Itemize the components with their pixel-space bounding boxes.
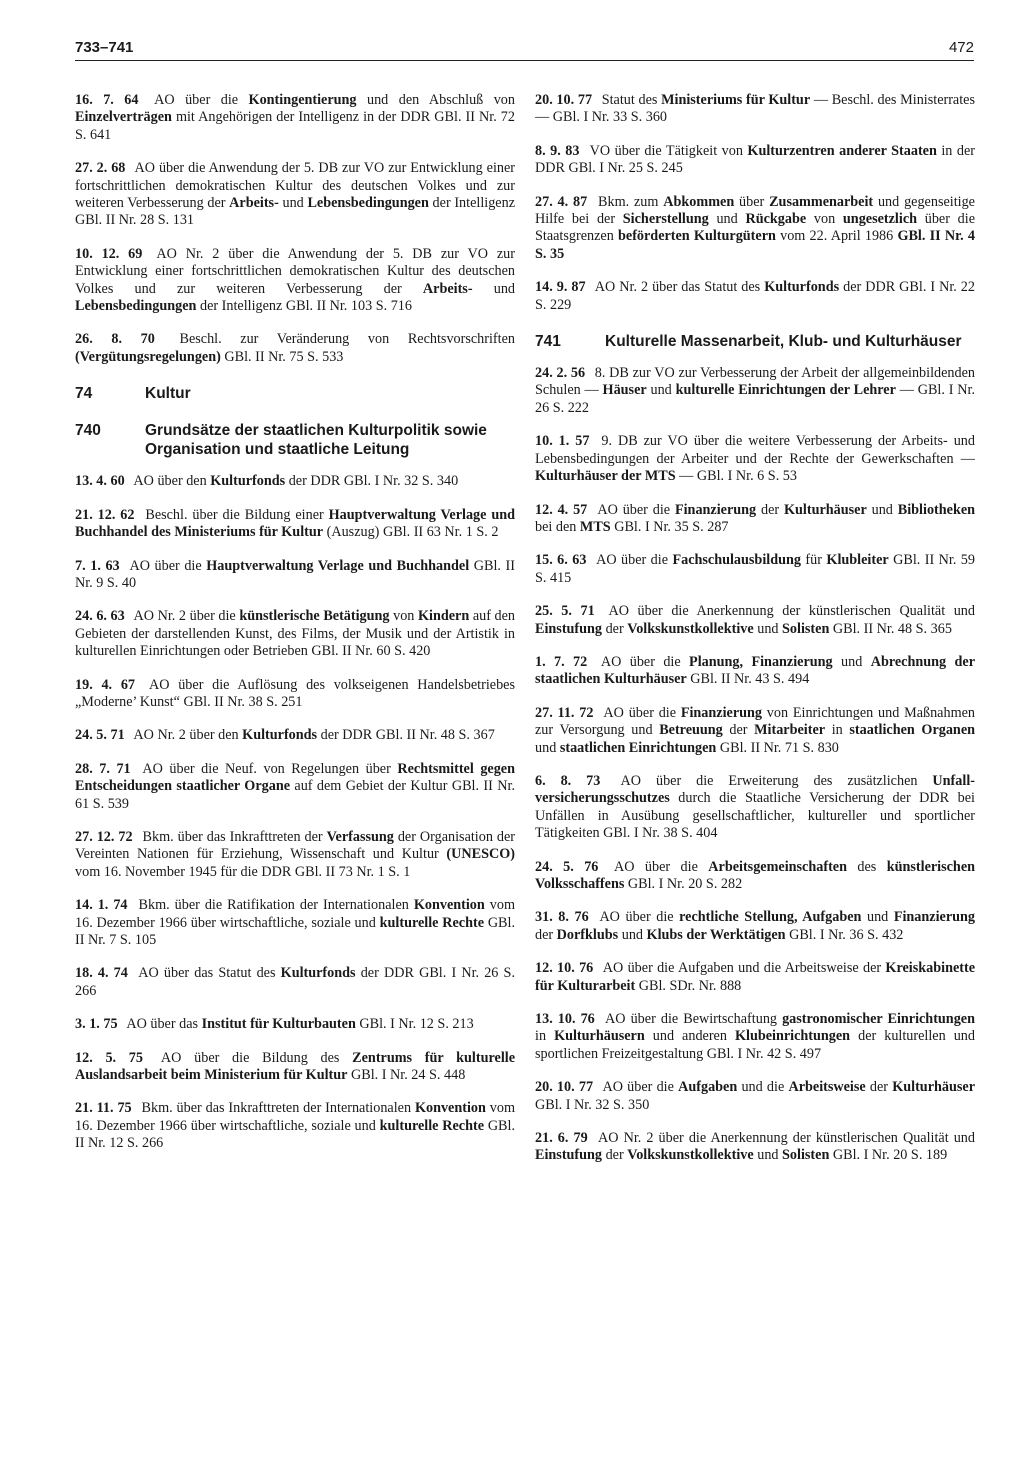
entry-text: der bbox=[602, 1147, 628, 1164]
entry-text: in bbox=[825, 722, 850, 739]
law-entry bbox=[535, 654, 975, 689]
entry-date: 14. 1. 74 bbox=[75, 897, 128, 914]
entry-text: der kulturellen und sportlichen Freizeitgestaltung GBl. I Nr. 42 S. 497 bbox=[535, 1028, 975, 1062]
entry-text: AO über die bbox=[125, 557, 207, 574]
entry-date: 16. 7. 64 bbox=[75, 92, 139, 108]
section-number: 74 bbox=[75, 385, 93, 403]
section-heading bbox=[535, 332, 975, 351]
entry-date: 24. 2. 56 bbox=[535, 365, 586, 382]
entry-text: AO über die bbox=[594, 909, 680, 926]
entry-text: der bbox=[535, 926, 557, 943]
entry-text: GBl. II Nr. 43 S. 494 bbox=[686, 671, 810, 688]
section-heading bbox=[75, 384, 515, 403]
law-entry bbox=[535, 909, 975, 944]
bold-keyword: kulturelle Einrichtungen der Lehrer bbox=[675, 382, 896, 399]
law-entry bbox=[75, 473, 515, 490]
entry-text: in bbox=[535, 1028, 555, 1045]
bold-keyword: Abrechnung der staatlichen Kulturhäuser bbox=[535, 653, 976, 688]
entry-text: von bbox=[806, 211, 843, 228]
bold-keyword: (Vergütungsregelungen) bbox=[75, 348, 221, 365]
left-column bbox=[75, 92, 515, 1169]
bold-keyword: MTS bbox=[579, 518, 611, 535]
bold-keyword: Volkskunstkollektive bbox=[627, 1147, 754, 1164]
entry-text: VO über die Tätigkeit von bbox=[585, 142, 748, 159]
entry-date: 12. 5. 75 bbox=[75, 1049, 143, 1066]
entry-text: GBl. I Nr. 20 S. 189 bbox=[829, 1147, 948, 1164]
bold-keyword: Klubs der Werktätigen bbox=[646, 926, 786, 943]
bold-keyword: Arbeitsgemeinschaften bbox=[708, 858, 847, 875]
bold-keyword: künstlerische Betätigung bbox=[239, 608, 390, 625]
bold-keyword: Einstufung bbox=[535, 620, 603, 637]
entry-text: der bbox=[865, 1079, 893, 1096]
entry-text: der DDR GBl. II Nr. 48 S. 367 bbox=[317, 727, 495, 744]
entry-text: Bkm. zum bbox=[593, 193, 664, 210]
bold-keyword: Kreiskabinette für Kulturarbeit bbox=[535, 960, 976, 994]
entry-text: Bkm. über das Inkrafttreten der Internationalen bbox=[137, 1100, 415, 1117]
entry-text: 8. DB zur VO zur Verbesserung der Arbeit der allgemeinbildenden Schulen — bbox=[535, 365, 975, 399]
entry-text: GBl. II Nr. 12 S. 266 bbox=[75, 1117, 516, 1152]
entry-text: AO über das Statut des bbox=[133, 965, 281, 982]
entry-date: 18. 4. 74 bbox=[75, 965, 128, 982]
bold-keyword: Institut für Kulturbauten bbox=[201, 1016, 356, 1033]
bold-keyword: Finanzierung bbox=[680, 704, 763, 721]
bold-keyword: Klubeinrichtungen bbox=[734, 1028, 851, 1045]
bold-keyword: Finanzierung bbox=[893, 909, 976, 926]
entry-date: 21. 11. 75 bbox=[75, 1100, 132, 1117]
entry-date: 25. 5. 71 bbox=[535, 603, 595, 620]
entry-text: Beschl. zur Veränderung von Rechtsvorschriften bbox=[160, 331, 515, 348]
entry-date: 3. 1. 75 bbox=[75, 1016, 118, 1033]
entry-text: über die Staatsgrenzen bbox=[535, 211, 976, 245]
entry-text: AO Nr. 2 über die bbox=[130, 608, 240, 625]
entry-text: von bbox=[389, 608, 418, 625]
entry-text: und bbox=[618, 926, 647, 943]
bold-keyword: Zusammenarbeit bbox=[769, 193, 874, 210]
law-entry bbox=[535, 502, 975, 537]
entry-text: mit Angehörigen der Intelligenz in der DDR GBl. II Nr. 72 S. 641 bbox=[75, 109, 515, 143]
law-entry bbox=[535, 194, 975, 264]
entry-text: der Intelligenz GBl. II Nr. 103 S. 716 bbox=[196, 298, 412, 315]
entry-date: 12. 10. 76 bbox=[535, 960, 594, 977]
entry-text: und bbox=[753, 620, 783, 637]
law-entry bbox=[75, 92, 515, 144]
entry-text: vom 16. November 1945 für die DDR GBl. II 73 Nr. 1 S. 1 bbox=[75, 863, 411, 880]
bold-keyword: Einstufung bbox=[535, 1147, 603, 1164]
entry-text: GBl. II Nr. 59 S. 415 bbox=[535, 552, 975, 586]
entry-text: GBl. II Nr. 71 S. 830 bbox=[716, 739, 839, 756]
bold-keyword: Lebensbedingungen bbox=[75, 298, 197, 315]
entry-text: und bbox=[278, 195, 308, 212]
entry-text: und gegenseitige Hilfe bei der bbox=[535, 193, 975, 228]
entry-date: 27. 4. 87 bbox=[535, 193, 588, 210]
bold-keyword: Einzelverträgen bbox=[75, 109, 172, 126]
bold-keyword: Finanzierung bbox=[674, 501, 757, 518]
bold-keyword: Solisten bbox=[782, 1147, 830, 1164]
entry-text: vom 22. April 1986 bbox=[775, 228, 898, 245]
entry-text: GBl. SDr. Nr. 888 bbox=[635, 977, 742, 994]
bold-keyword: Arbeitsweise bbox=[788, 1079, 866, 1096]
entry-text: AO über die Bewirtschaftung bbox=[600, 1011, 783, 1028]
entry-text: durch die Staatliche Versicherung der DDR bei Unfällen in Ausübung gesellschaftlicher, kultureller und sportlicher Tätigkeiten GBl. I Nr. 38 S. 404 bbox=[535, 790, 975, 842]
bold-keyword: GBl. II Nr. 4 S. 35 bbox=[535, 228, 975, 262]
bold-keyword: Rechtsmittel gegen Entscheidungen staatlicher Organe bbox=[75, 760, 515, 795]
entry-text: Statut des bbox=[598, 92, 662, 108]
entry-date: 21. 6. 79 bbox=[535, 1130, 588, 1147]
bold-keyword: Arbeits- bbox=[422, 280, 473, 297]
bold-keyword: rechtliche Stellung, Aufgaben bbox=[679, 909, 862, 926]
entry-text: AO über die Auflösung des volkseigenen Handelsbetriebes „Moderne’ Kunst“ GBl. II Nr. 38 S. 251 bbox=[75, 676, 515, 710]
entry-text: GBl. II Nr. 75 S. 533 bbox=[220, 348, 344, 365]
law-entry bbox=[535, 279, 975, 314]
entry-date: 31. 8. 76 bbox=[535, 909, 589, 926]
law-entry bbox=[535, 773, 975, 843]
law-entry bbox=[75, 761, 515, 813]
entry-text: AO über den bbox=[130, 473, 211, 490]
entry-text: der Intelligenz GBl. II Nr. 28 S. 131 bbox=[75, 195, 515, 229]
entry-text: GBl. I Nr. 12 S. 213 bbox=[355, 1016, 474, 1033]
entry-text: AO über die bbox=[593, 653, 690, 670]
entry-text: bei den bbox=[535, 518, 580, 535]
entry-date: 20. 10. 77 bbox=[535, 1079, 594, 1096]
page-number: 472 bbox=[948, 39, 974, 56]
entry-text: AO über die bbox=[144, 92, 249, 108]
entry-text: und die bbox=[737, 1079, 789, 1096]
entry-text: AO über die Anerkennung der künstlerischen Qualität und bbox=[600, 603, 975, 620]
law-entry bbox=[535, 603, 975, 638]
section-number: 741 bbox=[535, 333, 561, 351]
entry-text: Bkm. über die Ratifikation der Internationalen bbox=[133, 897, 414, 914]
entry-date: 26. 8. 70 bbox=[75, 331, 155, 348]
law-entry bbox=[535, 960, 975, 995]
entry-text: AO über die Erweiterung des zusätzlichen bbox=[606, 772, 933, 789]
law-entry bbox=[75, 1016, 515, 1033]
entry-text: — Beschl. des Ministerrates — GBl. I Nr. 33 S. 360 bbox=[535, 92, 975, 126]
entry-date: 21. 12. 62 bbox=[75, 506, 135, 523]
law-entry bbox=[75, 558, 515, 593]
entry-text: AO über die bbox=[593, 501, 675, 518]
law-entry bbox=[75, 608, 515, 660]
law-entry bbox=[75, 160, 515, 230]
entry-text: der bbox=[722, 722, 755, 739]
bold-keyword: Kulturfonds bbox=[280, 965, 356, 982]
entry-text: auf dem Gebiet der Kultur GBl. II Nr. 61 S. 539 bbox=[75, 778, 515, 812]
bold-keyword: Konvention bbox=[414, 1100, 486, 1117]
entry-text: AO über die Aufgaben und die Arbeitsweise der bbox=[599, 960, 886, 977]
law-entry bbox=[535, 552, 975, 587]
entry-date: 24. 5. 71 bbox=[75, 727, 125, 744]
entry-text: in der DDR GBl. I Nr. 25 S. 245 bbox=[535, 142, 976, 177]
entry-text: AO über die Bildung des bbox=[149, 1049, 353, 1066]
entry-text: und bbox=[866, 501, 898, 518]
entry-text: AO Nr. 2 über den bbox=[130, 727, 243, 744]
bold-keyword: Solisten bbox=[782, 620, 830, 637]
law-entry bbox=[75, 507, 515, 542]
entry-text: — GBl. I Nr. 26 S. 222 bbox=[535, 382, 975, 416]
law-entry bbox=[535, 859, 975, 894]
header-rule bbox=[75, 60, 974, 61]
entry-text: der DDR GBl. I Nr. 32 S. 340 bbox=[285, 473, 459, 490]
law-entry bbox=[75, 331, 515, 366]
entry-text: und bbox=[535, 739, 560, 756]
entry-text: AO Nr. 2 über das Statut des bbox=[591, 279, 765, 296]
law-entry bbox=[75, 829, 515, 881]
law-entry bbox=[75, 897, 515, 949]
entry-text: GBl. I Nr. 36 S. 432 bbox=[785, 926, 904, 943]
entry-text: über bbox=[734, 193, 770, 210]
bold-keyword: Bibliotheken bbox=[897, 501, 976, 518]
bold-keyword: Klubleiter bbox=[826, 552, 889, 569]
entry-text: 9. DB zur VO über die weitere Verbesserung der Arbeits- und Lebensbedingungen der Arbeiter und der Rechte der Gewerkschaften — bbox=[535, 433, 975, 467]
entry-text: GBl. I Nr. 20 S. 282 bbox=[624, 876, 743, 892]
bold-keyword: Hauptverwaltung Verlage und Buchhandel des Ministeriums für Kultur bbox=[75, 506, 515, 541]
bold-keyword: Kulturhäuser bbox=[892, 1079, 975, 1096]
entry-date: 24. 6. 63 bbox=[75, 608, 125, 625]
bold-keyword: Volkskunstkollektive bbox=[627, 620, 754, 637]
law-entry bbox=[75, 1100, 515, 1152]
entry-text: AO über die bbox=[592, 552, 673, 569]
section-number: 740 bbox=[75, 422, 101, 440]
bold-keyword: Ministeriums für Kultur bbox=[661, 92, 811, 108]
entry-text: für bbox=[800, 552, 827, 569]
bold-keyword: Fachschulausbildung bbox=[672, 552, 801, 569]
bold-keyword: Kontingentierung bbox=[248, 92, 357, 108]
bold-keyword: Häuser bbox=[602, 382, 647, 399]
entry-date: 13. 10. 76 bbox=[535, 1011, 595, 1028]
entry-text: und anderen bbox=[644, 1028, 735, 1045]
entry-date: 24. 5. 76 bbox=[535, 858, 599, 875]
bold-keyword: beförderten Kulturgütern bbox=[618, 228, 776, 245]
law-entry bbox=[75, 246, 515, 316]
entry-text: und bbox=[472, 280, 516, 297]
bold-keyword: Kulturfonds bbox=[242, 727, 318, 744]
bold-keyword: Rückgabe bbox=[745, 211, 807, 228]
entry-text: der Organisation der Vereinten Nationen für Erziehung, Wissenschaft und Kultur bbox=[75, 828, 516, 863]
entry-date: 8. 9. 83 bbox=[535, 142, 580, 159]
entry-text: GBl. II Nr. 7 S. 105 bbox=[75, 914, 516, 948]
law-entry bbox=[535, 1011, 975, 1063]
bold-keyword: Kulturfonds bbox=[764, 279, 840, 296]
entry-date: 10. 12. 69 bbox=[75, 245, 143, 262]
right-column bbox=[535, 92, 975, 1181]
bold-keyword: Unfallversicherungsschutzes bbox=[535, 772, 975, 807]
entry-text: AO über die bbox=[604, 858, 709, 875]
entry-text: und bbox=[708, 211, 746, 228]
bold-keyword: Planung, Finanzierung bbox=[689, 653, 833, 670]
entry-text: AO Nr. 2 über die Anwendung der 5. DB zur VO zur Entwicklung einer fortschrittlichen demokratischen Kultur des deutschen Volkes und zur weiteren Verbesserung der bbox=[75, 245, 516, 297]
law-entry bbox=[535, 365, 975, 417]
entry-date: 6. 8. 73 bbox=[535, 772, 601, 789]
bold-keyword: Mitarbeiter bbox=[754, 722, 826, 739]
section-range: 733–741 bbox=[75, 39, 134, 56]
entry-text: vom 16. Dezember 1966 über wirtschaftliche, soziale und bbox=[75, 1100, 515, 1134]
entry-text: von Einrichtungen und Maßnahmen zur Versorgung und bbox=[535, 704, 975, 739]
entry-date: 20. 10. 77 bbox=[535, 92, 593, 108]
bold-keyword: Lebensbedingungen bbox=[307, 195, 429, 212]
bold-keyword: Dorfklubs bbox=[556, 926, 619, 943]
entry-text: Beschl. über die Bildung einer bbox=[140, 506, 329, 523]
entry-text: der DDR GBl. I Nr. 22 S. 229 bbox=[535, 279, 975, 313]
entry-text: AO über die bbox=[599, 1079, 679, 1096]
bold-keyword: Sicherstellung bbox=[622, 211, 709, 228]
entry-text: vom 16. Dezember 1966 über wirtschaftliche, soziale und bbox=[75, 897, 515, 931]
entry-date: 28. 7. 71 bbox=[75, 760, 131, 777]
entry-text: AO über die Anwendung der 5. DB zur VO zur Entwicklung einer fortschrittlichen demokratischen Kultur des deutschen Volkes und zur weiteren Verbesserung der bbox=[75, 160, 516, 212]
law-entry bbox=[535, 143, 975, 178]
bold-keyword: ungesetzlich bbox=[842, 211, 918, 228]
entry-text: und den Abschluß von bbox=[356, 92, 515, 108]
bold-keyword: staatlichen Organen bbox=[849, 722, 976, 739]
entry-text: und bbox=[832, 653, 871, 670]
entry-text: — GBl. I Nr. 6 S. 53 bbox=[675, 468, 797, 485]
entry-text: GBl. I Nr. 32 S. 350 bbox=[535, 1096, 650, 1113]
entry-date: 27. 11. 72 bbox=[535, 704, 594, 721]
entry-date: 10. 1. 57 bbox=[535, 433, 590, 450]
bold-keyword: Arbeits- bbox=[229, 195, 279, 212]
bold-keyword: Hauptverwaltung Verlage und Buchhandel bbox=[206, 557, 470, 574]
entry-text: AO über die Neuf. von Regelungen über bbox=[136, 760, 398, 777]
bold-keyword: gastronomischer Einrichtungen bbox=[782, 1011, 975, 1028]
section-heading bbox=[75, 421, 515, 459]
entry-date: 27. 12. 72 bbox=[75, 828, 133, 845]
law-entry bbox=[75, 677, 515, 712]
law-entry bbox=[535, 1130, 975, 1165]
page-header bbox=[75, 34, 974, 56]
entry-date: 14. 9. 87 bbox=[535, 279, 586, 296]
bold-keyword: Kulturhäuser bbox=[783, 501, 867, 518]
bold-keyword: Kindern bbox=[417, 608, 470, 625]
entry-date: 12. 4. 57 bbox=[535, 501, 588, 518]
law-entry bbox=[75, 727, 515, 744]
entry-text: AO über das bbox=[123, 1016, 202, 1033]
entry-text: der bbox=[602, 620, 628, 637]
entry-text: AO Nr. 2 über die Anerkennung der künstlerischen Qualität und bbox=[593, 1130, 975, 1147]
bold-keyword: kulturelle Rechte bbox=[379, 914, 485, 931]
law-entry bbox=[75, 965, 515, 1000]
section-title: Grundsätze der staatlichen Kulturpolitik sowie Organisation und staatliche Leitung bbox=[145, 422, 487, 459]
bold-keyword: Kulturzentren anderer Staaten bbox=[747, 142, 937, 159]
entry-text: und bbox=[646, 382, 676, 399]
entry-date: 15. 6. 63 bbox=[535, 552, 587, 569]
law-entry bbox=[535, 1079, 975, 1114]
entry-date: 27. 2. 68 bbox=[75, 160, 126, 177]
bold-keyword: Aufgaben bbox=[678, 1079, 738, 1096]
bold-keyword: Verfassung bbox=[326, 828, 394, 845]
entry-text: des bbox=[846, 858, 887, 875]
bold-keyword: Abkommen bbox=[663, 193, 735, 210]
entry-text: auf den Gebieten der darstellenden Kunst, des Films, der Musik und der Artistik in kulturellen Einrichtungen oder Betrieben GBl. II Nr. 60 S. 420 bbox=[75, 608, 516, 660]
section-title: Kulturelle Massenarbeit, Klub- und Kulturhäuser bbox=[605, 333, 962, 351]
section-title: Kultur bbox=[145, 385, 191, 403]
law-entry bbox=[535, 433, 975, 485]
bold-keyword: Kulturfonds bbox=[210, 473, 286, 490]
entry-text: GBl. II Nr. 9 S. 40 bbox=[75, 557, 515, 591]
bold-keyword: (UNESCO) bbox=[446, 846, 515, 863]
entry-date: 1. 7. 72 bbox=[535, 653, 588, 670]
bold-keyword: Zentrums für kulturelle Auslandsarbeit beim Ministerium für Kultur bbox=[75, 1049, 516, 1084]
entry-date: 19. 4. 67 bbox=[75, 676, 136, 693]
entry-date: 7. 1. 63 bbox=[75, 557, 120, 574]
entry-text: GBl. I Nr. 35 S. 287 bbox=[610, 518, 729, 535]
law-entry bbox=[75, 1050, 515, 1085]
entry-text: (Auszug) GBl. II 63 Nr. 1 S. 2 bbox=[323, 524, 499, 541]
entry-text: der bbox=[756, 501, 784, 518]
bold-keyword: Kulturhäuser der MTS bbox=[535, 468, 676, 485]
entry-text: und bbox=[861, 909, 894, 926]
bold-keyword: Konvention bbox=[413, 897, 485, 914]
entry-text: und bbox=[753, 1147, 783, 1164]
bold-keyword: Betreuung bbox=[659, 722, 723, 739]
entry-text: GBl. II Nr. 48 S. 365 bbox=[829, 620, 952, 637]
entry-text: Bkm. über das Inkrafttreten der bbox=[138, 828, 327, 845]
bold-keyword: kulturelle Rechte bbox=[379, 1117, 485, 1134]
entry-date: 13. 4. 60 bbox=[75, 473, 125, 490]
law-entry bbox=[535, 92, 975, 127]
entry-text: der DDR GBl. I Nr. 26 S. 266 bbox=[75, 965, 515, 999]
entry-text: AO über die bbox=[599, 704, 681, 721]
bold-keyword: staatlichen Einrichtungen bbox=[559, 739, 717, 756]
bold-keyword: künstlerischen Volksschaffens bbox=[535, 858, 976, 892]
entry-text: GBl. I Nr. 24 S. 448 bbox=[347, 1067, 466, 1084]
law-entry bbox=[535, 705, 975, 757]
bold-keyword: Kulturhäusern bbox=[554, 1028, 645, 1045]
